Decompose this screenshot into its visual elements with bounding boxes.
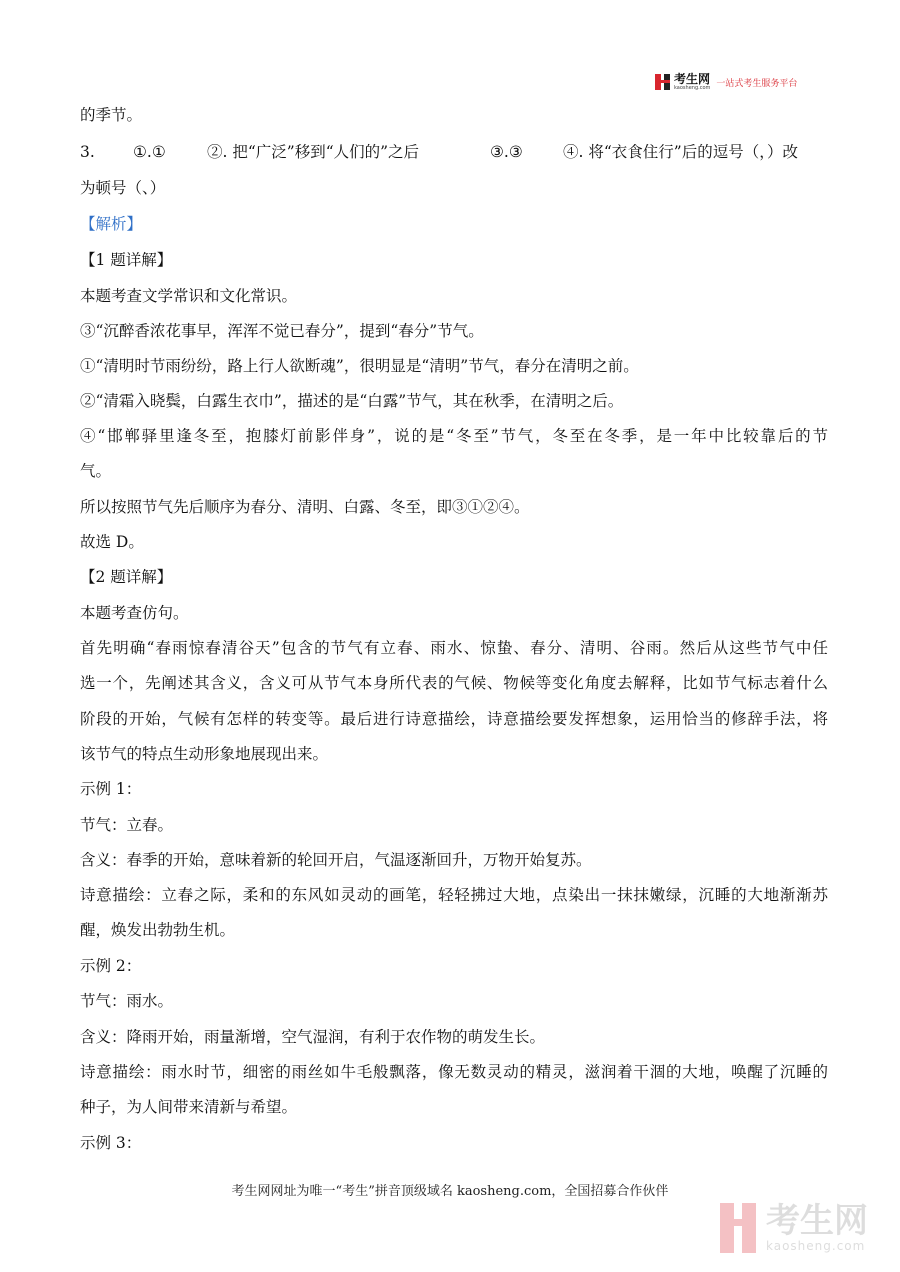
paragraph-line: 阶段的开始，气候有怎样的转变等。最后进行诗意描绘，诗意描绘要发挥想象，运用恰当的修辞手法，将 [80,710,828,728]
header-domain: kaosheng.com [674,85,711,91]
header-slogan: 一站式考生服务平台 [716,78,798,89]
header-logo [655,72,797,92]
watermark [720,1203,868,1253]
paragraph-line: 诗意描绘：立春之际，柔和的东风如灵动的画笔，轻轻拂过大地，点染出一抹抹嫩绿，沉睡的大地渐渐苏 [80,886,828,904]
section-title: 【2 题详解】 [80,568,173,586]
analysis-tag: 【解析】 [80,215,143,233]
paragraph-line: 所以按照节气先后顺序为春分、清明、白露、冬至，即③①②④。 [80,498,530,516]
paragraph-line: ③“沉醉香浓花事早，浑浑不觉已春分”，提到“春分”节气。 [80,322,484,340]
paragraph-line: ④“邯郸驿里逢冬至，抱膝灯前影伴身”，说的是“冬至”节气，冬至在冬季，是一年中比较靠后的节 [80,427,828,445]
watermark-logo-icon [720,1203,758,1253]
paragraph-line: 气。 [80,462,112,480]
paragraph-line: 示例 3： [80,1134,142,1152]
paragraph-line: 本题考查文学常识和文化常识。 [80,287,298,305]
paragraph-line: 本题考查仿句。 [80,604,189,622]
paragraph-line: 选一个，先阐述其含义，含义可从节气本身所代表的气候、物候等变化角度去解释，比如节气标志着什么 [80,674,828,692]
paragraph-line: 故选 D。 [80,533,144,551]
paragraph-line: 醒，焕发出勃勃生机。 [80,921,236,939]
paragraph-line: 含义：降雨开始，雨量渐增，空气湿润，有利于农作物的萌发生长。 [80,1028,546,1046]
paragraph-line: ②“清霜入晓鬓，白露生衣巾”，描述的是“白露”节气，其在秋季，在清明之后。 [80,392,624,410]
answer-wrap: 为顿号（、） [80,179,166,197]
answer-item-4: ④. 将“衣食住行”后的逗号（，）改 [563,143,798,161]
header-brand: 考生网 [674,72,711,86]
paragraph-line: 种子，为人间带来清新与希望。 [80,1098,298,1116]
paragraph-line: ①“清明时节雨纷纷，路上行人欲断魂”，很明显是“清明”节气，春分在清明之前。 [80,357,639,375]
paragraph-line: 该节气的特点生动形象地展现出来。 [80,745,329,763]
paragraph-line: 含义：春季的开始，意味着新的轮回开启，气温逐渐回升，万物开始复苏。 [80,851,592,869]
answer-item-2: ②. 把“广泛”移到“人们的”之后 [207,143,420,161]
paragraph-line: 示例 1： [80,780,142,798]
paragraph-line: 节气：雨水。 [80,992,174,1010]
answer-item-3: ③.③ [490,143,523,161]
logo-icon [655,74,671,90]
paragraph-line: 首先明确“春雨惊春清谷天”包含的节气有立春、雨水、惊蛰、春分、清明、谷雨。然后从这些节气中任 [80,639,828,657]
paragraph-line: 诗意描绘：雨水时节，细密的雨丝如牛毛般飘落，像无数灵动的精灵，滋润着干涸的大地，唤醒了沉睡的 [80,1063,828,1081]
watermark-domain: kaosheng.com [766,1239,866,1253]
answer-number: 3. [80,143,95,161]
answer-item-1: ①.① [133,143,166,161]
paragraph-line: 节气：立春。 [80,816,174,834]
watermark-name: 考生网 [766,1201,868,1241]
footer-text: 考生网网址为唯一“考生”拼音顶级域名 kaosheng.com，全国招募合作伙伴 [231,1184,669,1199]
paragraph-line: 示例 2： [80,957,142,975]
section-title: 【1 题详解】 [80,251,173,269]
continuation-text: 的季节。 [80,106,143,124]
